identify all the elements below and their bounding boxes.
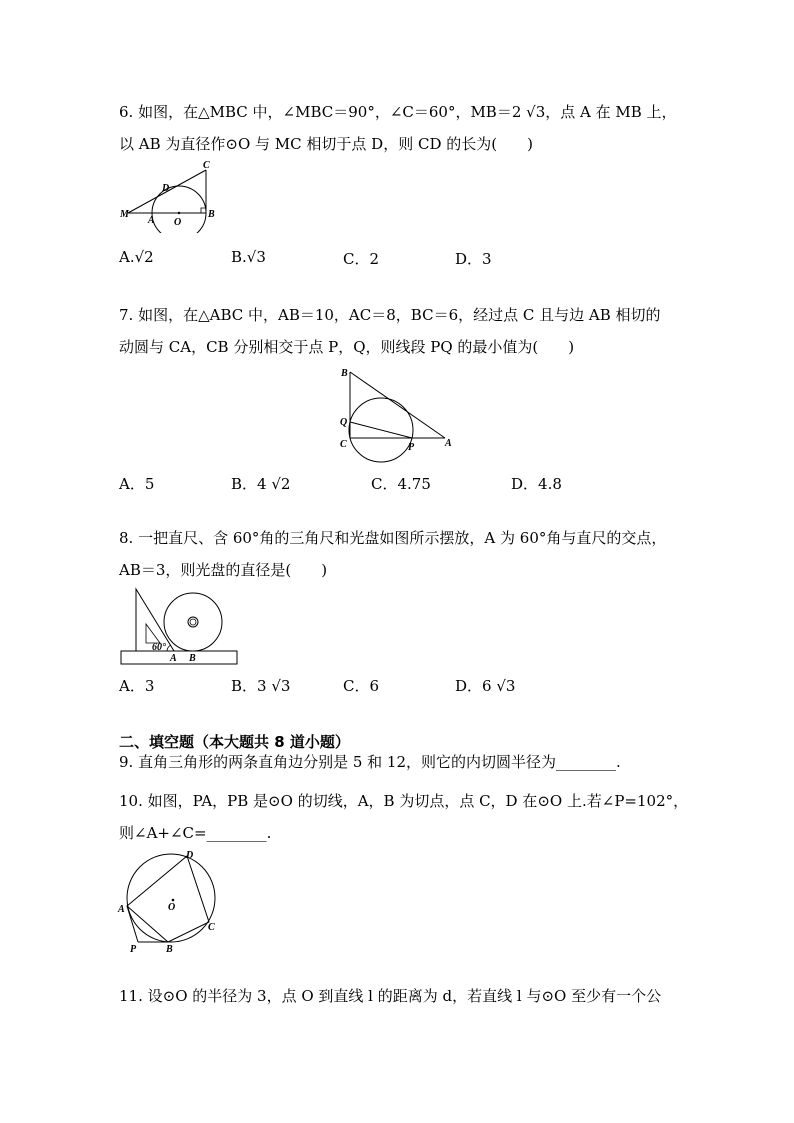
q7-label-a: A [445, 438, 452, 449]
q6-option-d[interactable]: D．3 [455, 250, 492, 268]
q7-option-d[interactable]: D．4.8 [511, 475, 562, 493]
q8-line-2: AB＝3，则光盘的直径是( ) [119, 561, 328, 579]
q8-figure [118, 586, 243, 668]
q7-label-p: P [408, 442, 415, 453]
q10-figure [116, 848, 226, 958]
q6-label-o: O [174, 217, 182, 228]
q6-line-1: 6. 如图，在△MBC 中，∠MBC＝90°，∠C＝60°，MB＝2 √3，点 A 在 MB 上， [119, 103, 677, 121]
q6-option-c[interactable]: C．2 [343, 250, 380, 268]
q7-option-a[interactable]: A．5 [119, 475, 155, 493]
q6-option-b[interactable]: B.√3 [231, 248, 266, 266]
q7-option-c[interactable]: C．4.75 [371, 475, 431, 493]
q8-option-c[interactable]: C．6 [343, 677, 380, 695]
q6-option-a[interactable]: A.√2 [119, 248, 154, 266]
q8-option-a[interactable]: A．3 [119, 677, 155, 695]
q7-label-b: B [341, 368, 348, 379]
q7-line-1: 7. 如图，在△ABC 中，AB＝10，AC＝8，BC＝6，经过点 C 且与边 AB 相切的 [119, 306, 661, 324]
q6-label-c: C [203, 160, 210, 171]
q10-label-o: O [168, 902, 176, 913]
q6-label-d: D [162, 183, 170, 194]
q10-label-b: B [166, 944, 173, 955]
question-10 [119, 785, 689, 849]
q7-label-c: C [340, 439, 347, 450]
q8-line-1: 8. 一把直尺、含 60°角的三角尺和光盘如图所示摆放，A 为 60°角与直尺的交点， [119, 529, 667, 547]
q7-option-b[interactable]: B．4 √2 [231, 475, 291, 493]
q10-label-a: A [118, 904, 125, 915]
q7-line-2: 动圆与 CA，CB 分别相交于点 P，Q，则线段 PQ 的最小值为( ) [119, 338, 575, 356]
q10-label-p: P [130, 944, 137, 955]
q8-label-angle: 60° [152, 642, 166, 653]
question-7 [119, 299, 689, 363]
q10-label-d: D [186, 850, 194, 861]
q9-line-1: 9. 直角三角形的两条直角边分别是 5 和 12，则它的内切圆半径为________. [119, 753, 621, 771]
q8-option-d[interactable]: D．6 √3 [455, 677, 516, 695]
q10-line-1: 10. 如图，PA，PB 是⊙O 的切线，A，B 为切点，点 C，D 在⊙O 上.若∠P=102°， [119, 792, 689, 810]
q10-line-2: 则∠A+∠C=________. [119, 824, 272, 842]
q6-label-m: M [120, 209, 129, 220]
q11-line-1: 11. 设⊙O 的半径为 3，点 O 到直线 l 的距离为 d，若直线 l 与⊙O 至少有一个公 [119, 987, 662, 1005]
section-2-heading: 二、填空题（本大题共 8 道小题） [119, 733, 350, 751]
q8-label-a: A [170, 653, 177, 664]
question-6 [119, 96, 689, 160]
q6-line-2: 以 AB 为直径作⊙O 与 MC 相切于点 D，则 CD 的长为( ) [119, 135, 533, 153]
question-11 [119, 980, 689, 1012]
q7-figure [335, 362, 460, 467]
q10-label-c: C [208, 922, 215, 933]
q7-label-q: Q [340, 417, 348, 428]
q8-option-b[interactable]: B．3 √3 [231, 677, 291, 695]
question-9 [119, 746, 689, 778]
q6-figure [118, 158, 223, 233]
q6-label-a: A [148, 215, 155, 226]
q6-label-b: B [208, 209, 215, 220]
q8-label-b: B [189, 653, 196, 664]
question-8 [119, 522, 689, 586]
